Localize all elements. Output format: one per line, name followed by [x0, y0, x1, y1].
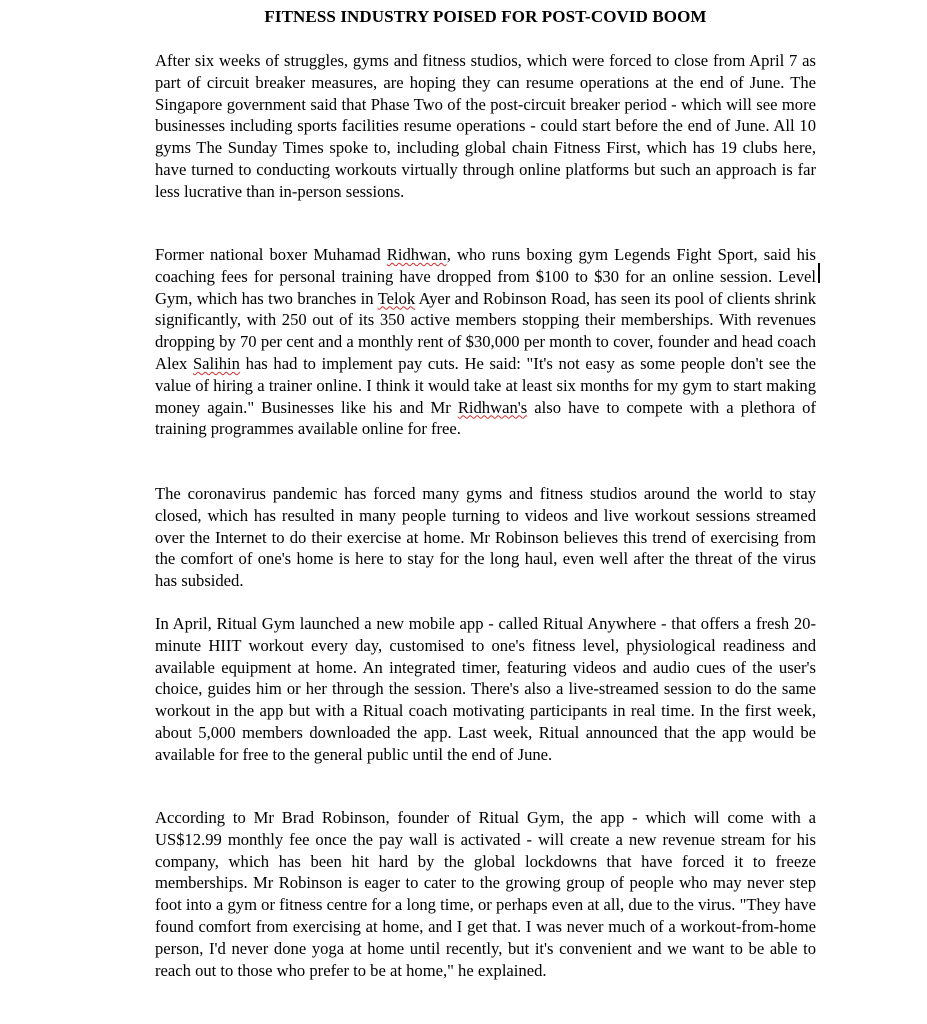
paragraph-text: , who runs boxing gym Legends Fight Sport, said his coaching fees for personal training have dropped from $100 to $30 for an online session. Level Gym, which has two branches in [155, 245, 816, 308]
paragraph-5[interactable] [155, 807, 816, 981]
paragraph-text: After six weeks of struggles, gyms and fitness studios, which were forced to close from April 7 as part of circuit breaker measures, are hoping they can resume operations at the end of June. The Singapore government said that Phase Two of the post-circuit breaker period - which will see more businesses including sports facilities resume operations - could start before the end of June. All 10 gyms The Sunday Times spoke to, including global chain Fitness First, which has 19 clubs here, have turned to conducting workouts virtually through online platforms but such an approach is far less lucrative than in-person sessions. [155, 51, 816, 201]
paragraph-3[interactable] [155, 483, 816, 592]
paragraph-text: also have to compete with a plethora of training programmes available online for free. [155, 397, 816, 439]
spellcheck-flagged-word[interactable]: Telok [377, 288, 416, 308]
paragraph-text: In April, Ritual Gym launched a new mobile app - called Ritual Anywhere - that offers a fresh 20-minute HIIT workout every day, customised to one's fitness level, physiological readiness and available equipment at home. An integrated timer, featuring videos and audio cues of the user's choice, guides him or her through the session. There's also a live-streamed session to do the same workout in the app but with a Ritual coach motivating participants in real time. In the first week, about 5,000 members downloaded the app. Last week, Ritual announced that the app would be available for free to the general public until the end of June. [155, 614, 816, 764]
paragraph-4[interactable] [155, 613, 816, 766]
spellcheck-flagged-word[interactable]: Ridhwan's [457, 397, 528, 417]
document-title: FITNESS INDUSTRY POISED FOR POST-COVID BOOM [264, 7, 707, 26]
spellcheck-flagged-word[interactable]: Ridhwan [386, 245, 447, 264]
paragraph-text: Former national boxer Muhamad [155, 245, 387, 264]
paragraph-text: According to Mr Brad Robinson, founder of Ritual Gym, the app - which will come with a US$12.99 monthly fee once the pay wall is activated - will create a new revenue stream for his company, which has been hit hard by the global lockdowns that have forced it to freeze memberships. Mr Robinson is eager to cater to the growing group of people who may never step foot into a gym or fitness centre for a long time, or perhaps even at all, due to the virus. "They have found comfort from exercising at home, and I get that. I was never much of a workout-from-home person, I'd never done yoga at home until recently, but it's convenient and we want to be able to reach out to those who prefer to be at home," he explained. [155, 808, 816, 980]
paragraph-text: Ayer and Robinson Road, has seen its pool of clients shrink significantly, with 250 out of its 350 active members stopping their memberships. With revenues dropping by 70 per cent and a monthly rent of $30,000 per month to cover, founder and head coach Alex [155, 288, 816, 373]
paragraph-text: has had to implement pay cuts. He said: "It's not easy as some people don't see the value of hiring a trainer online. I think it would take at least six months for my gym to start making money again." Businesses like his and Mr [155, 353, 816, 417]
text-cursor [818, 263, 820, 283]
paragraph-text: The coronavirus pandemic has forced many gyms and fitness studios around the world to stay closed, which has resulted in many people turning to videos and live workout sessions streamed over the Internet to do their exercise at home. Mr Robinson believes this trend of exercising from the comfort of one's home is here to stay for the long haul, even well after the threat of the virus has subsided. [155, 484, 816, 591]
paragraph-1[interactable] [155, 50, 816, 203]
spellcheck-flagged-word[interactable]: Salihin [192, 353, 240, 373]
paragraph-2[interactable] [155, 244, 816, 440]
